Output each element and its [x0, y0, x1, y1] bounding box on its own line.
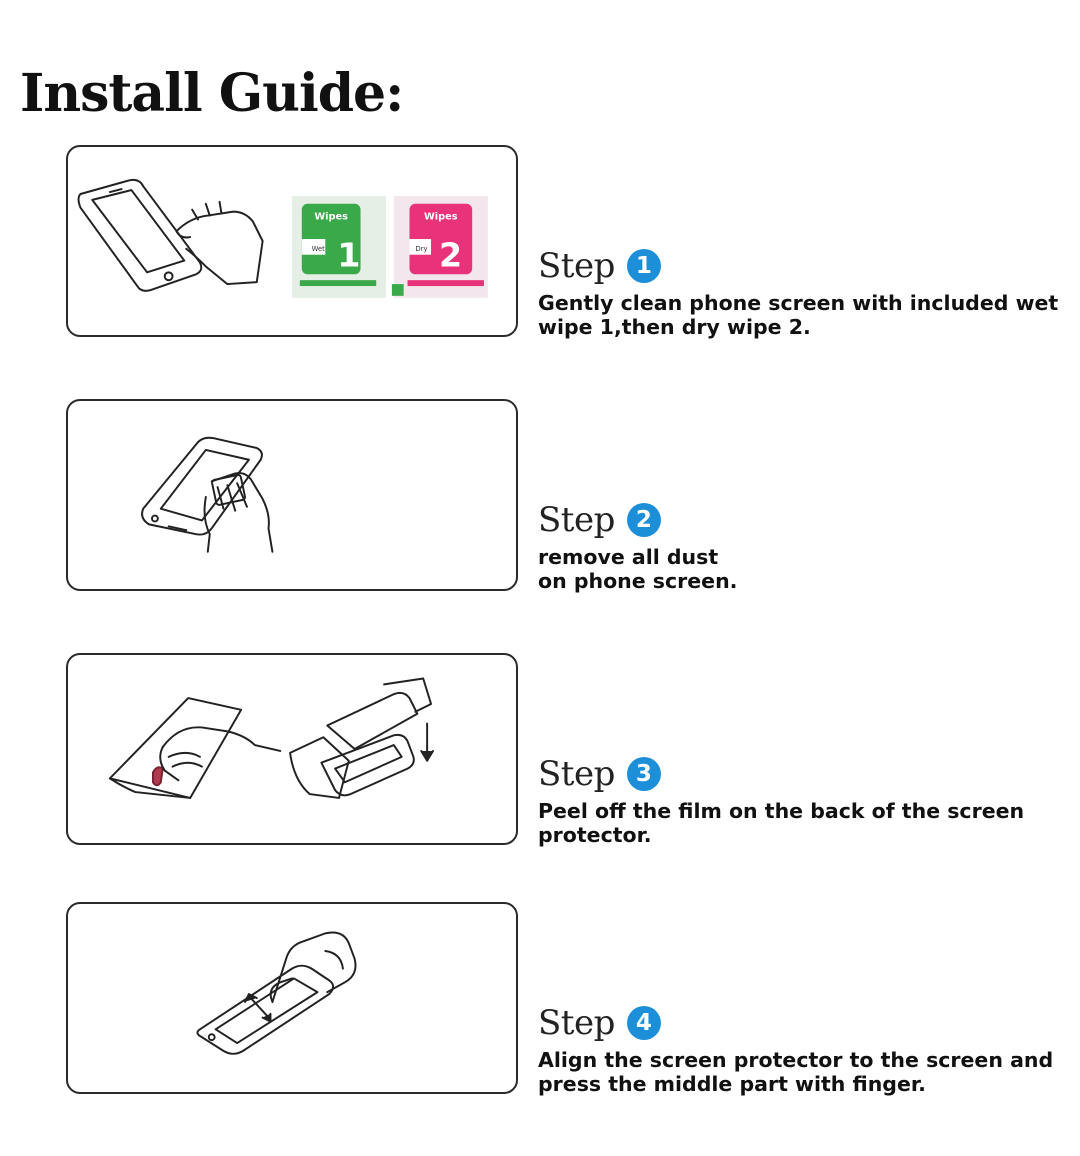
phone-icon [321, 735, 413, 795]
hand-icon [176, 202, 262, 284]
wipe-packet-1 [292, 196, 386, 298]
step-1-line-1: Gently clean phone screen with included wet [538, 291, 1059, 315]
step-3-heading [538, 751, 1068, 797]
step-4-line-1: Align the screen protector to the screen and [538, 1048, 1054, 1072]
phone-icon [142, 438, 262, 535]
step-1-heading [538, 243, 1068, 289]
hand-icon [205, 473, 273, 552]
step-label: Step [538, 1003, 615, 1043]
step-1-illustration [66, 145, 518, 337]
svg-text:Dry: Dry [415, 244, 428, 253]
step-3-description [538, 799, 1068, 847]
step-number-badge: 4 [627, 1006, 661, 1040]
step-3-line-1: Peel off the film on the back of the screen [538, 799, 1025, 823]
step-1-text [538, 243, 1068, 339]
step-2-line-1: remove all dust [538, 545, 719, 569]
svg-text:Wipes: Wipes [424, 211, 458, 223]
step-label: Step [538, 500, 615, 540]
step-label: Step [538, 246, 615, 286]
step-2-description [538, 545, 1068, 593]
step-3 [0, 651, 1080, 851]
hand-icon [160, 727, 280, 780]
svg-text:2: 2 [439, 235, 463, 275]
step-1-description [538, 291, 1068, 339]
arrow-down-icon [421, 724, 433, 761]
svg-text:1: 1 [337, 235, 361, 275]
step-number-badge: 3 [627, 757, 661, 791]
step-3-line-2: protector. [538, 823, 652, 847]
step-2 [0, 397, 1080, 597]
step-number-badge: 2 [627, 503, 661, 537]
svg-text:Wet: Wet [311, 244, 325, 253]
film-icon [110, 698, 241, 798]
step-4-text [538, 1000, 1068, 1096]
step-2-illustration [66, 399, 518, 591]
step-4-heading [538, 1000, 1068, 1046]
page-title: Install Guide: [20, 63, 404, 124]
protector-icon [327, 679, 431, 750]
step-number-badge: 1 [627, 249, 661, 283]
step-4 [0, 900, 1080, 1100]
step-3-text [538, 751, 1068, 847]
phone-icon [197, 966, 333, 1054]
step-3-illustration [66, 653, 518, 845]
step-1-line-2: wipe 1,then dry wipe 2. [538, 315, 811, 339]
step-2-text [538, 497, 1068, 593]
step-1 [0, 143, 1080, 343]
step-4-description [538, 1048, 1068, 1096]
step-2-heading [538, 497, 1068, 543]
step-4-illustration [66, 902, 518, 1094]
finger-pressing-icon [271, 933, 356, 1002]
phone-icon [79, 180, 202, 291]
step-label: Step [538, 754, 615, 794]
step-4-line-2: press the middle part with finger. [538, 1072, 926, 1096]
step-2-line-2: on phone screen. [538, 569, 738, 593]
svg-text:Wipes: Wipes [314, 211, 348, 223]
wipe-packet-2 [392, 196, 488, 298]
